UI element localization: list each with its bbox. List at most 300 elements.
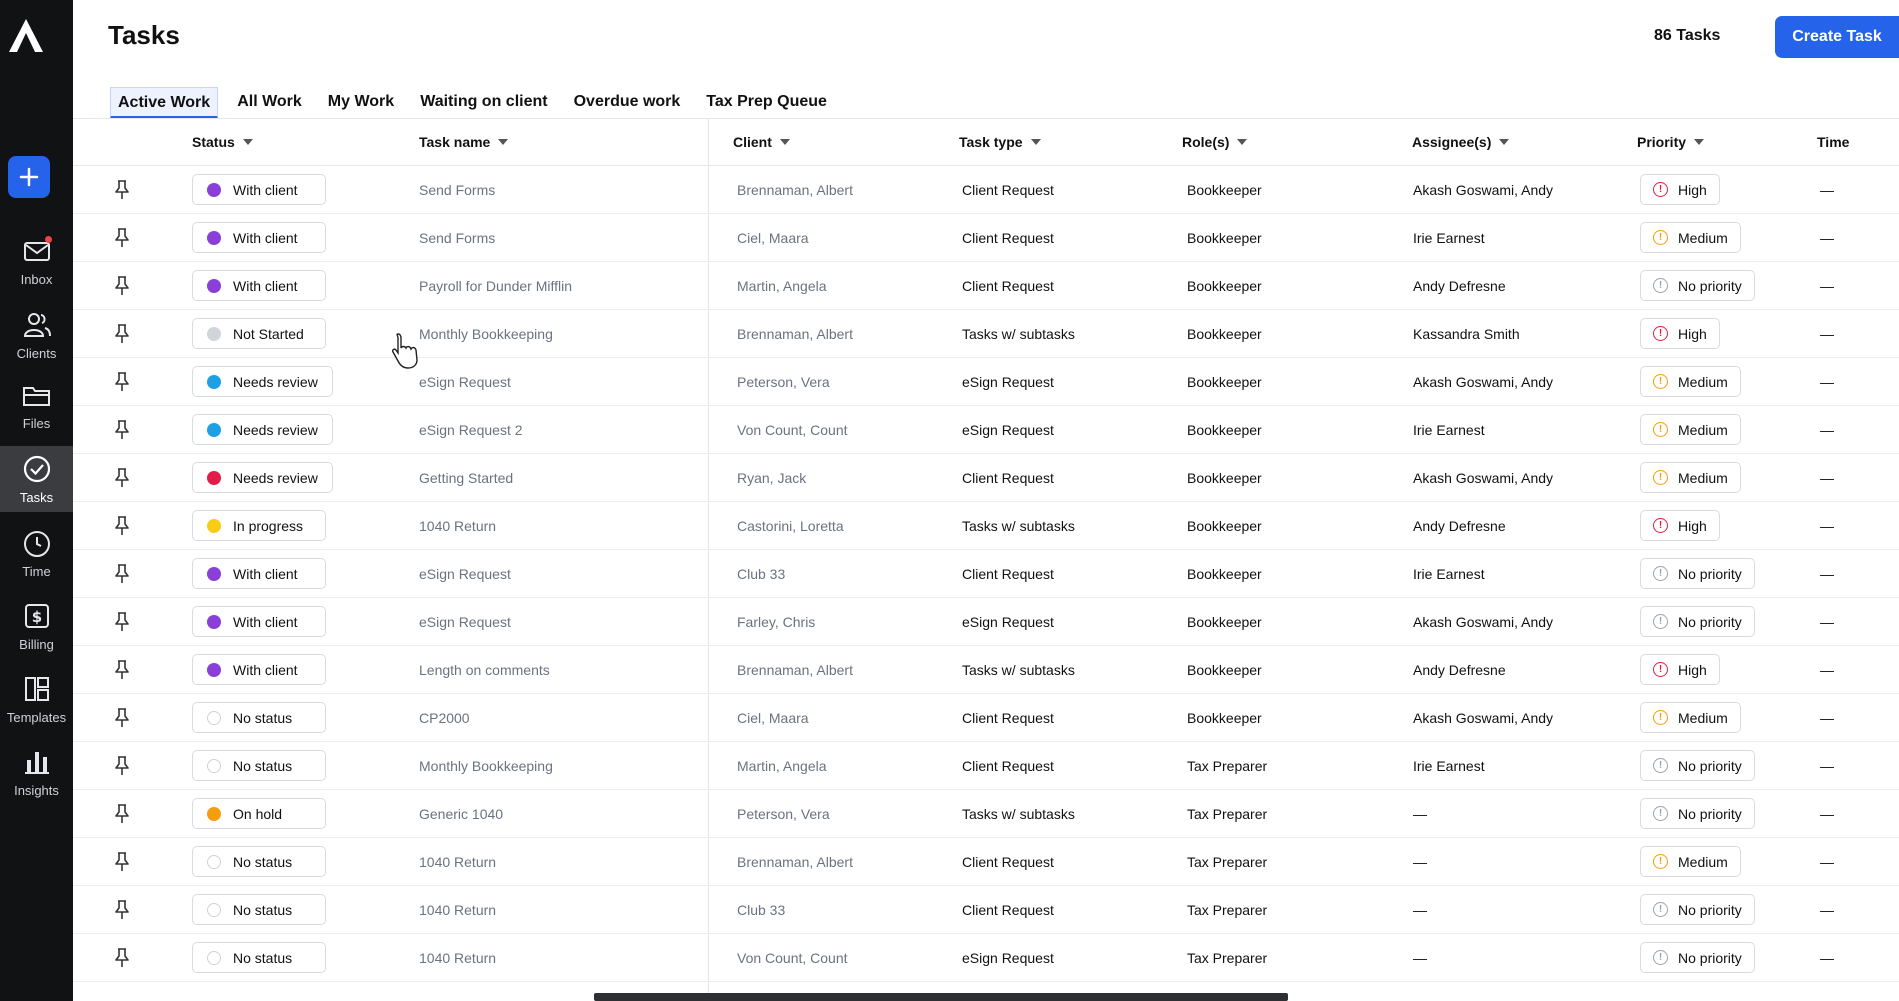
table-row[interactable] [73, 214, 1899, 262]
table-row[interactable] [73, 550, 1899, 598]
table-row[interactable] [73, 598, 1899, 646]
priority-badge[interactable] [1640, 798, 1755, 829]
task-type: Client Request [962, 854, 1054, 870]
assignees: Irie Earnest [1413, 566, 1485, 582]
tab-tax-prep-queue[interactable]: Tax Prep Queue [706, 93, 827, 110]
status-badge[interactable] [192, 798, 326, 829]
client-link[interactable]: Ryan, Jack [737, 470, 807, 486]
status-label: No status [233, 949, 293, 966]
pin-icon[interactable] [111, 454, 133, 502]
priority-badge[interactable] [1640, 942, 1755, 973]
priority-label: High [1678, 325, 1707, 342]
table-row[interactable] [73, 838, 1899, 886]
sidebar-item-label: Inbox [20, 272, 53, 287]
priority-alert-icon: ! [1653, 806, 1668, 821]
task-name-link[interactable]: Send Forms [419, 182, 496, 198]
time-value: — [1820, 662, 1834, 678]
priority-alert-icon: ! [1653, 758, 1668, 773]
status-label: Needs review [233, 469, 318, 486]
status-dot [207, 231, 221, 245]
column-header-task-name[interactable] [419, 134, 508, 150]
status-label: With client [233, 181, 298, 198]
priority-label: High [1678, 661, 1707, 678]
column-header-label: Priority [1637, 134, 1687, 150]
task-name-link[interactable]: Send Forms [419, 230, 496, 246]
column-header-roles[interactable] [1182, 134, 1247, 150]
pin-icon[interactable] [111, 694, 133, 742]
sidebar-item-templates[interactable] [0, 674, 73, 725]
status-dot [207, 279, 221, 293]
priority-alert-icon: ! [1653, 950, 1668, 965]
priority-badge[interactable] [1640, 702, 1741, 733]
status-label: Needs review [233, 373, 318, 390]
assignees: Akash Goswami, Andy [1413, 182, 1554, 198]
tab-overdue-work[interactable]: Overdue work [573, 93, 681, 110]
sort-caret-icon [243, 139, 253, 145]
column-header-label: Assignee(s) [1412, 134, 1492, 150]
status-dot [207, 903, 221, 917]
priority-alert-icon: ! [1653, 710, 1668, 725]
priority-alert-icon: ! [1653, 422, 1668, 437]
column-header-label: Client [733, 134, 772, 150]
status-dot [207, 951, 221, 965]
create-task-button[interactable]: Create Task [1775, 16, 1899, 58]
task-name-link[interactable]: eSign Request [419, 374, 511, 390]
templates-icon [22, 674, 52, 704]
tab-waiting-on-client[interactable]: Waiting on client [420, 93, 548, 110]
table-row[interactable] [73, 454, 1899, 502]
status-label: With client [233, 565, 298, 582]
role: Bookkeeper [1187, 182, 1262, 198]
status-badge[interactable] [192, 510, 326, 541]
time-value: — [1820, 518, 1834, 534]
client-link[interactable]: Club 33 [737, 566, 786, 582]
status-label: No status [233, 853, 293, 870]
status-label: With client [233, 613, 298, 630]
task-name-link[interactable]: eSign Request [419, 614, 511, 630]
pin-icon[interactable] [111, 310, 133, 358]
task-name-link[interactable]: Generic 1040 [419, 806, 504, 822]
status-label: Not Started [233, 325, 304, 342]
task-type: eSign Request [962, 614, 1054, 630]
column-header-task-type[interactable] [959, 134, 1041, 150]
task-count: 86 Tasks [1654, 27, 1721, 44]
status-label: No status [233, 901, 293, 918]
sidebar-item-clients[interactable] [0, 310, 73, 361]
priority-badge[interactable] [1640, 750, 1755, 781]
priority-alert-icon: ! [1653, 470, 1668, 485]
role: Bookkeeper [1187, 614, 1262, 630]
priority-label: No priority [1678, 565, 1742, 582]
priority-badge[interactable] [1640, 414, 1741, 445]
role: Bookkeeper [1187, 374, 1262, 390]
time-value: — [1820, 950, 1834, 966]
task-type: eSign Request [962, 950, 1054, 966]
priority-label: Medium [1678, 421, 1728, 438]
status-dot [207, 327, 221, 341]
status-label: With client [233, 277, 298, 294]
table-row[interactable] [73, 406, 1899, 454]
task-type: eSign Request [962, 422, 1054, 438]
tab-active-work[interactable]: Active Work [110, 87, 218, 119]
unread-dot [45, 236, 52, 243]
priority-badge[interactable] [1640, 318, 1720, 349]
page-title: Tasks [108, 20, 180, 50]
client-link[interactable]: Brennaman, Albert [737, 182, 853, 198]
status-badge[interactable] [192, 846, 326, 877]
time-value: — [1820, 758, 1834, 774]
client-link[interactable]: Ciel, Maara [737, 230, 809, 246]
priority-alert-icon: ! [1653, 614, 1668, 629]
status-badge[interactable] [192, 318, 326, 349]
status-badge[interactable] [192, 414, 333, 445]
sidebar-item-insights[interactable] [0, 747, 73, 798]
pin-icon[interactable] [111, 214, 133, 262]
status-label: With client [233, 661, 298, 678]
task-name-link[interactable]: 1040 Return [419, 518, 497, 534]
client-link[interactable]: Club 33 [737, 902, 786, 918]
client-link[interactable]: Von Count, Count [737, 950, 848, 966]
table-body [73, 166, 1899, 982]
priority-label: No priority [1678, 949, 1742, 966]
client-link[interactable]: Martin, Angela [737, 758, 827, 774]
status-label: Needs review [233, 421, 318, 438]
priority-label: No priority [1678, 757, 1742, 774]
priority-alert-icon: ! [1653, 326, 1668, 341]
sidebar-item-label: Insights [14, 783, 59, 798]
status-dot [207, 567, 221, 581]
priority-label: High [1678, 517, 1707, 534]
priority-label: Medium [1678, 373, 1728, 390]
role: Bookkeeper [1187, 518, 1262, 534]
priority-label: No priority [1678, 277, 1742, 294]
column-header-label: Role(s) [1182, 134, 1230, 150]
column-header-client[interactable] [733, 134, 790, 150]
task-type: Tasks w/ subtasks [962, 326, 1075, 342]
status-badge[interactable] [192, 222, 326, 253]
status-dot [207, 807, 221, 821]
role: Bookkeeper [1187, 566, 1262, 582]
priority-label: Medium [1678, 709, 1728, 726]
status-label: No status [233, 757, 293, 774]
time-value: — [1820, 470, 1834, 486]
table-row[interactable] [73, 886, 1899, 934]
pin-icon[interactable] [111, 358, 133, 406]
role: Bookkeeper [1187, 710, 1262, 726]
pin-icon[interactable] [111, 742, 133, 790]
clock-icon [22, 528, 52, 558]
time-value: — [1820, 614, 1834, 630]
column-header-priority[interactable] [1637, 134, 1704, 150]
table-header [73, 119, 1899, 166]
column-header-label: Task type [959, 134, 1023, 150]
assignees: — [1413, 854, 1427, 870]
assignees: Andy Defresne [1413, 278, 1506, 294]
column-header-time[interactable] [1817, 134, 1849, 150]
task-type: Client Request [962, 230, 1054, 246]
role: Bookkeeper [1187, 326, 1262, 342]
client-link[interactable]: Von Count, Count [737, 422, 848, 438]
time-value: — [1820, 374, 1834, 390]
column-header-status[interactable] [192, 134, 253, 150]
task-name-link[interactable]: 1040 Return [419, 854, 497, 870]
status-badge[interactable] [192, 606, 326, 637]
pin-icon[interactable] [111, 262, 133, 310]
status-badge[interactable] [192, 894, 326, 925]
priority-badge[interactable] [1640, 606, 1755, 637]
task-name-link[interactable]: Length on comments [419, 662, 550, 678]
task-name-link[interactable]: Payroll for Dunder Mifflin [419, 278, 573, 294]
time-value: — [1820, 710, 1834, 726]
priority-badge[interactable] [1640, 462, 1741, 493]
table-row[interactable] [73, 310, 1899, 358]
horizontal-scrollbar[interactable] [594, 993, 1288, 1001]
sort-caret-icon [1694, 139, 1704, 145]
assignees: Akash Goswami, Andy [1413, 374, 1554, 390]
table-row[interactable] [73, 742, 1899, 790]
sort-caret-icon [1499, 139, 1509, 145]
column-header-assignees[interactable] [1412, 134, 1509, 150]
task-type: Tasks w/ subtasks [962, 662, 1075, 678]
pin-icon[interactable] [111, 166, 133, 214]
status-label: No status [233, 709, 293, 726]
bar-chart-icon [22, 747, 52, 777]
time-value: — [1820, 854, 1834, 870]
sidebar-item-label: Billing [19, 637, 54, 652]
sidebar-item-label: Tasks [19, 489, 54, 505]
assignees: Akash Goswami, Andy [1413, 710, 1554, 726]
client-link[interactable]: Brennaman, Albert [737, 662, 853, 678]
role: Tax Preparer [1187, 854, 1268, 870]
table-row[interactable] [73, 646, 1899, 694]
table-row[interactable] [73, 694, 1899, 742]
priority-alert-icon: ! [1653, 662, 1668, 677]
status-dot [207, 855, 221, 869]
task-name-link[interactable]: 1040 Return [419, 950, 497, 966]
status-badge[interactable] [192, 654, 326, 685]
mail-icon [22, 236, 52, 266]
status-badge[interactable] [192, 558, 326, 589]
sidebar [0, 0, 73, 1001]
assignees: Akash Goswami, Andy [1413, 614, 1554, 630]
assignees: Akash Goswami, Andy [1413, 470, 1554, 486]
table-row[interactable] [73, 934, 1899, 982]
status-dot [207, 711, 221, 725]
status-dot [207, 471, 221, 485]
role: Tax Preparer [1187, 950, 1268, 966]
sidebar-item-label: Time [22, 564, 51, 579]
sidebar-item-label: Templates [6, 710, 67, 725]
role: Bookkeeper [1187, 422, 1262, 438]
sidebar-item-files[interactable] [0, 380, 73, 431]
status-badge[interactable] [192, 750, 326, 781]
status-dot [207, 423, 221, 437]
table-row[interactable] [73, 166, 1899, 214]
time-value: — [1820, 902, 1834, 918]
priority-label: No priority [1678, 613, 1742, 630]
tasks-table [73, 119, 1899, 982]
table-row[interactable] [73, 358, 1899, 406]
assignees: Irie Earnest [1413, 230, 1485, 246]
view-tabs [110, 87, 846, 119]
task-type: Tasks w/ subtasks [962, 518, 1075, 534]
time-value: — [1820, 326, 1834, 342]
task-type: Client Request [962, 710, 1054, 726]
priority-label: High [1678, 181, 1707, 198]
role: Tax Preparer [1187, 758, 1268, 774]
task-type: Client Request [962, 902, 1054, 918]
status-badge[interactable] [192, 462, 333, 493]
sidebar-item-time[interactable] [0, 528, 73, 579]
status-badge[interactable] [192, 942, 326, 973]
pin-icon[interactable] [111, 550, 133, 598]
client-link[interactable]: Farley, Chris [737, 614, 816, 630]
role: Bookkeeper [1187, 470, 1262, 486]
priority-badge[interactable] [1640, 222, 1741, 253]
dollar-icon [22, 601, 52, 631]
priority-label: No priority [1678, 901, 1742, 918]
priority-badge[interactable] [1640, 654, 1720, 685]
role: Bookkeeper [1187, 230, 1262, 246]
sidebar-item-label: Files [22, 416, 51, 431]
status-dot [207, 375, 221, 389]
task-type: Client Request [962, 470, 1054, 486]
role: Bookkeeper [1187, 278, 1262, 294]
priority-badge[interactable] [1640, 366, 1741, 397]
sort-caret-icon [1237, 139, 1247, 145]
client-link[interactable]: Castorini, Loretta [737, 518, 844, 534]
priority-badge[interactable] [1640, 894, 1755, 925]
column-header-label: Task name [419, 134, 491, 150]
sort-caret-icon [780, 139, 790, 145]
time-value: — [1820, 230, 1834, 246]
task-name-link[interactable]: Monthly Bookkeeping [419, 758, 553, 774]
assignees: Irie Earnest [1413, 758, 1485, 774]
time-value: — [1820, 182, 1834, 198]
hand-cursor-icon [390, 330, 430, 370]
status-dot [207, 615, 221, 629]
task-type: eSign Request [962, 374, 1054, 390]
tab-all-work[interactable]: All Work [237, 93, 302, 110]
assignees: Andy Defresne [1413, 662, 1506, 678]
priority-alert-icon: ! [1653, 374, 1668, 389]
sidebar-item-inbox[interactable] [0, 236, 73, 287]
time-value: — [1820, 278, 1834, 294]
client-link[interactable]: Peterson, Vera [737, 806, 830, 822]
priority-alert-icon: ! [1653, 902, 1668, 917]
priority-alert-icon: ! [1653, 518, 1668, 533]
table-row[interactable] [73, 502, 1899, 550]
svg-text:$: $ [31, 608, 42, 626]
task-type: Tasks w/ subtasks [962, 806, 1075, 822]
pin-icon[interactable] [111, 790, 133, 838]
role: Tax Preparer [1187, 902, 1268, 918]
assignees: Kassandra Smith [1413, 326, 1520, 342]
client-link[interactable]: Brennaman, Albert [737, 854, 853, 870]
status-badge[interactable] [192, 702, 326, 733]
client-link[interactable]: Martin, Angela [737, 278, 827, 294]
table-row[interactable] [73, 790, 1899, 838]
pin-icon[interactable] [111, 934, 133, 982]
time-value: — [1820, 422, 1834, 438]
status-badge[interactable] [192, 366, 333, 397]
priority-label: Medium [1678, 853, 1728, 870]
table-row[interactable] [73, 262, 1899, 310]
pin-icon[interactable] [111, 502, 133, 550]
status-dot [207, 663, 221, 677]
task-type: Client Request [962, 566, 1054, 582]
assignees: Irie Earnest [1413, 422, 1485, 438]
time-value: — [1820, 806, 1834, 822]
client-link[interactable]: Peterson, Vera [737, 374, 830, 390]
status-dot [207, 183, 221, 197]
status-badge[interactable] [192, 174, 326, 205]
task-name-link[interactable]: Getting Started [419, 470, 514, 486]
tab-my-work[interactable]: My Work [327, 93, 395, 110]
pin-icon[interactable] [111, 598, 133, 646]
priority-label: Medium [1678, 469, 1728, 486]
pin-icon[interactable] [111, 406, 133, 454]
sidebar-item-label: Clients [16, 346, 57, 361]
sort-caret-icon [1031, 139, 1041, 145]
priority-alert-icon: ! [1653, 182, 1668, 197]
assignees: Andy Defresne [1413, 518, 1506, 534]
priority-badge[interactable] [1640, 846, 1741, 877]
status-dot [207, 519, 221, 533]
role: Tax Preparer [1187, 806, 1268, 822]
pin-icon[interactable] [111, 646, 133, 694]
check-circle-icon [22, 454, 52, 484]
users-icon [22, 310, 52, 340]
status-label: With client [233, 229, 298, 246]
client-link[interactable]: Brennaman, Albert [737, 326, 853, 342]
assignees: — [1413, 902, 1427, 918]
time-value: — [1820, 566, 1834, 582]
task-type: Client Request [962, 278, 1054, 294]
task-name-link[interactable]: 1040 Return [419, 902, 497, 918]
sidebar-item-tasks[interactable] [0, 446, 73, 512]
priority-badge[interactable] [1640, 174, 1720, 205]
priority-badge[interactable] [1640, 510, 1720, 541]
plus-icon [18, 166, 40, 188]
task-type: Client Request [962, 182, 1054, 198]
status-badge[interactable] [192, 270, 326, 301]
priority-alert-icon: ! [1653, 278, 1668, 293]
priority-badge[interactable] [1640, 270, 1755, 301]
pin-icon[interactable] [111, 886, 133, 934]
task-name-link[interactable]: eSign Request 2 [419, 422, 523, 438]
sidebar-item-billing[interactable] [0, 601, 73, 652]
task-name-link[interactable]: CP2000 [419, 710, 470, 726]
status-label: In progress [233, 517, 304, 534]
task-name-link[interactable]: eSign Request [419, 566, 511, 582]
client-link[interactable]: Ciel, Maara [737, 710, 809, 726]
column-header-label: Status [192, 134, 235, 150]
app-logo-icon[interactable] [6, 16, 46, 56]
task-type: Client Request [962, 758, 1054, 774]
pin-icon[interactable] [111, 838, 133, 886]
assignees: — [1413, 950, 1427, 966]
quick-add-button[interactable] [8, 156, 50, 198]
priority-alert-icon: ! [1653, 854, 1668, 869]
priority-label: Medium [1678, 229, 1728, 246]
priority-label: No priority [1678, 805, 1742, 822]
priority-alert-icon: ! [1653, 566, 1668, 581]
priority-badge[interactable] [1640, 558, 1755, 589]
role: Bookkeeper [1187, 662, 1262, 678]
priority-alert-icon: ! [1653, 230, 1668, 245]
task-name-link[interactable]: Monthly Bookkeeping [419, 326, 553, 342]
